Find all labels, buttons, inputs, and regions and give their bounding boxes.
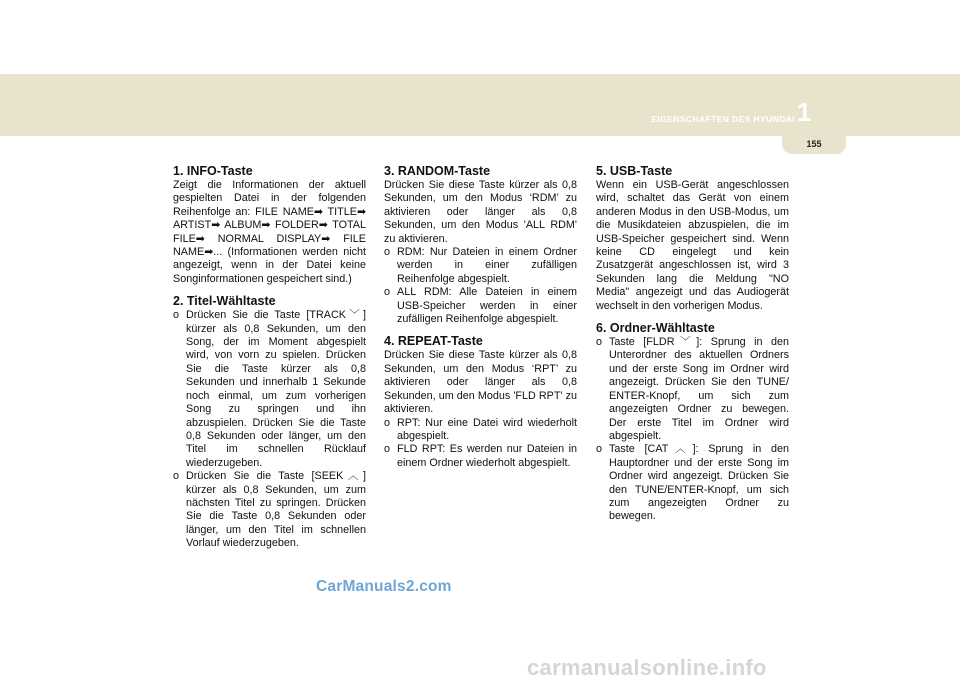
list-item-text: RDM: Nur Dateien in einem Ordner werden in einer zufälligen Reihenfolge abgespielt. [397, 246, 577, 285]
bullet-marker: o [173, 470, 180, 483]
watermark-link[interactable]: CarManuals2.com [316, 578, 452, 595]
section-heading-info: 1. INFO-Taste [173, 164, 253, 178]
column-2 [384, 164, 577, 470]
section-heading-titel: 2. Titel-Wähltaste [173, 294, 276, 309]
bullet-marker: o [384, 286, 391, 299]
section-text-repeat: Drücken Sie diese Taste kürzer als 0,8 Sekunden, um den Modus ‘RPT’ zu aktivieren oder länger als 0,8 Sekunden, um den Modus 'FLD RPT' zu aktivieren. [384, 349, 577, 416]
bullet-marker: o [384, 416, 391, 429]
bullet-list-titel [173, 309, 366, 550]
section-text-usb: Wenn ein USB-Gerät angeschlossen wird, schaltet das Gerät von einem anderen Modus in den USB-Modus, um die Musikdateien abzuspielen, die im USB-Speicher gespeichert sind. Wenn keine CD eingelegt und kein Zusatzgerät angeschlossen ist, wird 3 Sekunden lang die Meldung "NO Media" angezeigt und das Audiogerät wechselt in den vorherigen Modus. [596, 179, 789, 312]
section-text-random: Drücken Sie diese Taste kürzer als 0,8 Sekunden, um den Modus ‘RDM’ zu aktivieren oder länger als 0,8 Sekunden, um den Modus 'ALL RDM' zu aktivieren. [384, 179, 577, 245]
list-item-text: Taste [CAT︿]: Sprung in den Hauptordner und der erste Song im Ordner wird angezeigt. Drücken Sie den TUNE/ENTER-Knopf, um sich zum angezeigten Ordner zu bewegen. [609, 443, 789, 523]
bullet-marker: o [384, 246, 391, 259]
list-item [384, 286, 577, 326]
list-item-text: ALL RDM: Alle Dateien in einem USB-Speicher werden in einer zufälligen Reihenfolge abgespielt. [397, 286, 577, 326]
list-item [173, 309, 366, 470]
page-tab [782, 136, 846, 154]
page-number: 155 [806, 139, 822, 149]
chapter-title: EIGENSCHAFTEN DES HYUNDAI [651, 114, 795, 124]
list-item-text: Drücken Sie die Taste [SEEK︿] kürzer als 0,8 Sekunden, um zum nächsten Titel zu springen. Drücken Sie die Taste 0,8 Sekunden oder länger, um den Titel im schnellen Vorlauf wiederzugeben. [186, 470, 366, 550]
bullet-marker: o [384, 443, 391, 456]
bullet-list-random [384, 246, 577, 326]
list-item [596, 443, 789, 523]
section-text-info: Zeigt die Informationen der aktuell gespielten Datei in der folgenden Reihenfolge an: FILE NAME➡ TITLE➡ ARTIST➡ ALBUM➡ FOLDER➡ TOTAL FILE➡ NORMAL DISPLAY➡ FILE NAME➡... (Informationen werden nicht angezeigt, wenn in der Datei keine Songinformationen gespeichert sind.) [173, 179, 366, 285]
bullet-list-repeat [384, 417, 577, 471]
list-item [596, 336, 789, 443]
list-item-text: Drücken Sie die Taste [TRACK﹀] kürzer als 0,8 Sekunden, um den Song, der im Moment abgespielt wird, von vorn zu spielen. Drücken Sie die Taste kürzer als 0,8 Sekunden und innerhalb 1 Sekunde noch einmal, um zum vorherigen Song zu springen und ihn abzuspielen. Drücken Sie die Taste 0,8 Sekunden oder länger, um den Titel im schnellen Rücklauf wiederzugeben. [186, 309, 366, 469]
chapter-number: 1 [797, 97, 812, 127]
bullet-marker: o [173, 309, 180, 322]
column-1 [173, 164, 366, 551]
list-item [384, 246, 577, 286]
section-heading-ordner: 6. Ordner-Wähltaste [596, 321, 715, 336]
list-item-text: RPT: Nur eine Datei wird wiederholt abgespielt. [397, 416, 577, 442]
bullet-marker: o [596, 336, 603, 349]
section-heading-random: 3. RANDOM-Taste [384, 164, 491, 178]
footer-watermark: carmanualsonline.info [527, 655, 767, 680]
list-item-text: FLD RPT: Es werden nur Dateien in einem Ordner wiederholt abgespielt. [397, 443, 577, 469]
bullet-list-ordner [596, 336, 789, 524]
bullet-marker: o [596, 443, 603, 456]
list-item [173, 470, 366, 550]
list-item [384, 417, 577, 444]
list-item-text: Taste [FLDR﹀]: Sprung in den Unterordner des aktuellen Ordners und der erste Song im Ordner wird angezeigt. Drücken Sie den TUNE/ ENTER-Knopf, um sich zum angezeigten Ordner zu bewegen. Der erste Titel im Ordner wird abgespielt. [609, 336, 789, 442]
header-band [0, 74, 960, 136]
list-item [384, 443, 577, 470]
section-heading-repeat: 4. REPEAT-Taste [384, 334, 483, 349]
column-3 [596, 164, 789, 524]
section-heading-usb: 5. USB-Taste [596, 164, 673, 178]
